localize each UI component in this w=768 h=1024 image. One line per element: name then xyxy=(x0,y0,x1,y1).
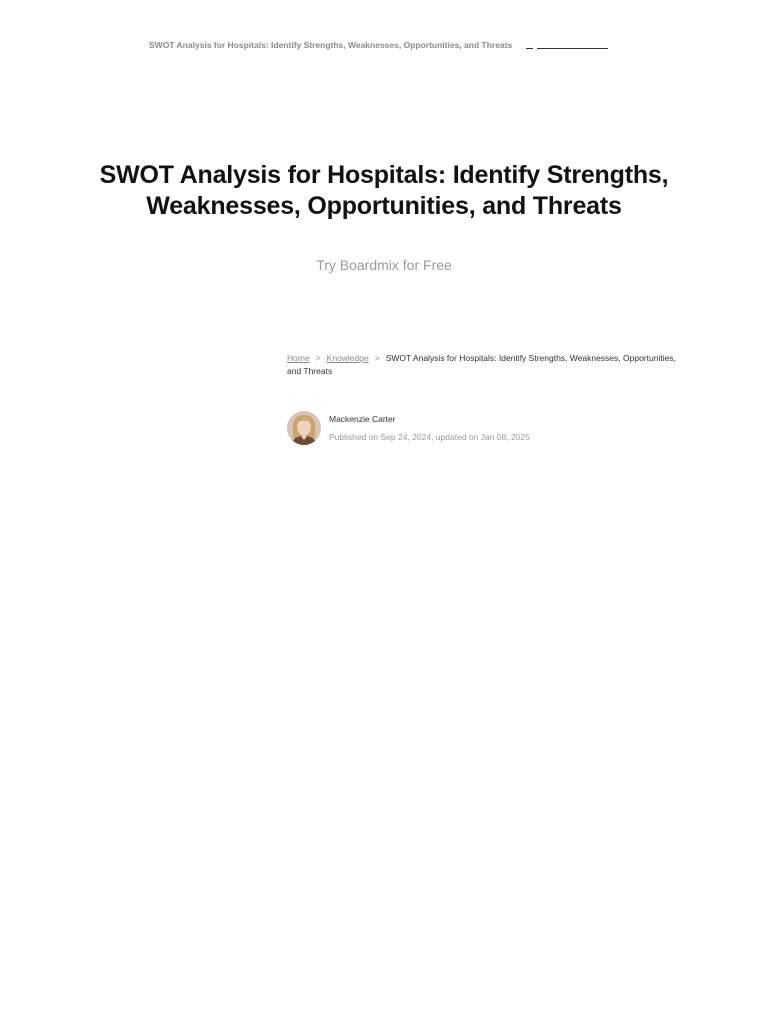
publish-date: Published on Sep 24, 2024, updated on Jan 08, 2025 xyxy=(329,432,530,442)
page-title-line-2: Weaknesses, Opportunities, and Threats xyxy=(146,192,622,220)
breadcrumb-separator: > xyxy=(315,353,321,363)
top-bar-divider-long xyxy=(537,48,608,49)
try-boardmix-link[interactable]: Try Boardmix for Free xyxy=(316,257,452,273)
breadcrumb-knowledge-link[interactable]: Knowledge xyxy=(326,353,369,363)
avatar xyxy=(287,411,321,445)
breadcrumb-separator: > xyxy=(374,353,380,363)
breadcrumb xyxy=(287,352,677,378)
page-title-line-1: SWOT Analysis for Hospitals: Identify Strengths, xyxy=(99,161,669,189)
author-name: Mackenzie Carter xyxy=(329,414,396,424)
top-bar-title: SWOT Analysis for Hospitals: Identify Strengths, Weaknesses, Opportunities, and Threats xyxy=(149,40,513,50)
author-block xyxy=(287,410,530,446)
breadcrumb-current-page: SWOT Analysis for Hospitals: Identify Strengths, Weaknesses, Opportunities, and Threats xyxy=(287,353,676,376)
top-bar-divider-short xyxy=(526,48,533,49)
top-bar xyxy=(0,0,768,60)
author-meta xyxy=(329,413,530,443)
person-portrait-icon xyxy=(287,411,321,445)
hero-section xyxy=(60,160,708,275)
page-title xyxy=(60,160,708,222)
breadcrumb-home-link[interactable]: Home xyxy=(287,353,310,363)
